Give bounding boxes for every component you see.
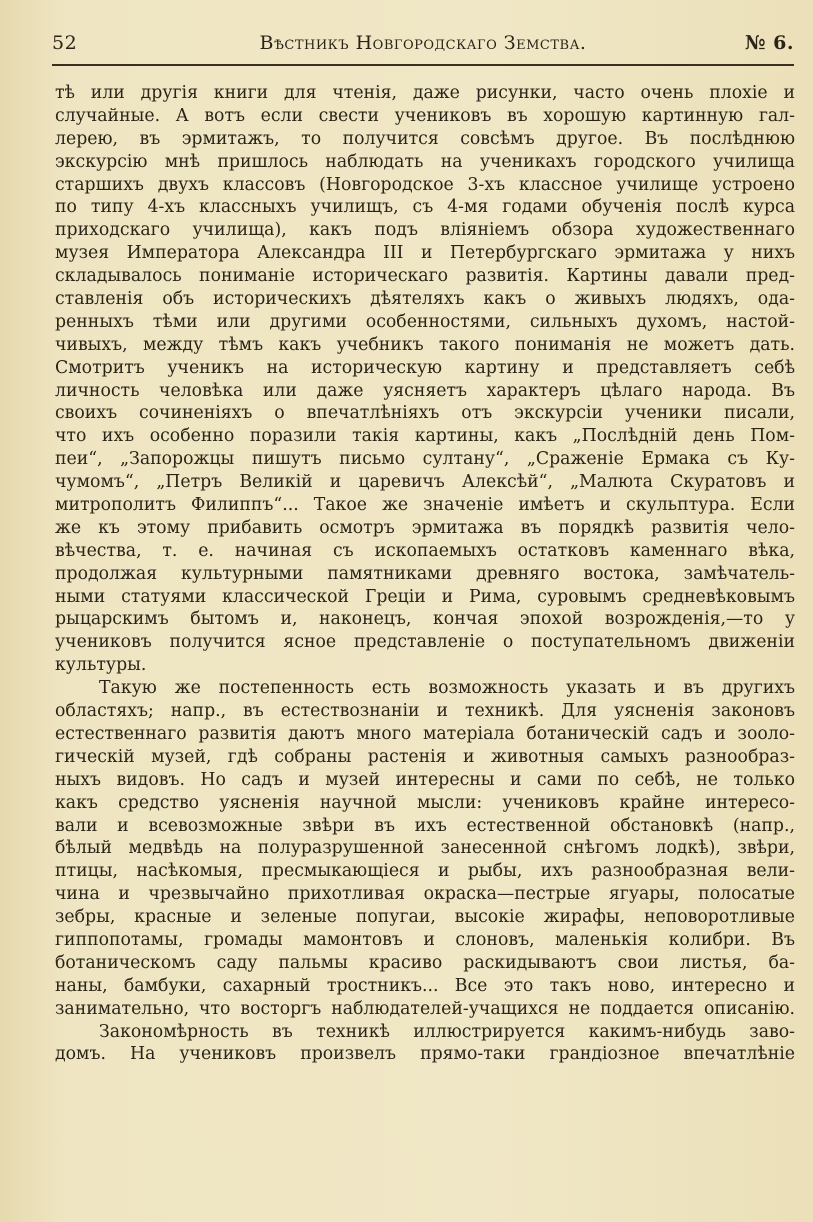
text-line: старшихъ двухъ классовъ (Новгородское 3-хъ классное училище устроено bbox=[55, 174, 795, 195]
text-line: личность человѣка или даже уясняетъ характеръ цѣлаго народа. Въ bbox=[55, 380, 795, 401]
text-line: же къ этому прибавить осмотръ эрмитажа въ порядкѣ развитія чело- bbox=[55, 517, 795, 538]
text-line: экскурсію мнѣ пришлось наблюдать на ученикахъ городского училища bbox=[55, 151, 795, 172]
text-line: вѣчества, т. е. начиная съ ископаемыхъ остатковъ каменнаго вѣка, bbox=[55, 540, 795, 561]
text-line: что ихъ особенно поразили такія картины, какъ „Послѣдній день Пом- bbox=[55, 426, 795, 447]
text-line: случайные. А вотъ если свести учениковъ въ хорошую картинную гал- bbox=[55, 105, 795, 126]
text-line: Такую же постепенность есть возможность указать и въ другихъ bbox=[99, 678, 795, 699]
text-line: гиппопотамы, громады мамонтовъ и слоновъ, маленькія колибри. Въ bbox=[55, 929, 795, 950]
text-line: Смотритъ ученикъ на историческую картину и представляетъ себѣ bbox=[55, 357, 795, 378]
text-line: пеи“, „Запорожцы пишутъ письмо султану“, „Сраженіе Ермака съ Ку- bbox=[55, 449, 795, 470]
text-line: чивыхъ, между тѣмъ какъ учебникъ такого пониманія не можетъ дать. bbox=[55, 334, 795, 355]
text-line: чина и чрезвычайно прихотливая окраска—пестрые ягуары, полосатые bbox=[55, 884, 795, 905]
text-line: занимательно, что восторгъ наблюдателей-учащихся не поддается описанію. bbox=[55, 998, 795, 1019]
text-line: ныхъ видовъ. Но садъ и музей интересны и сами по себѣ, не только bbox=[55, 769, 795, 790]
text-line: областяхъ; напр., въ естествознаніи и техникѣ. Для уясненія законовъ bbox=[55, 701, 795, 722]
text-line: ботаническомъ саду пальмы красиво раскидываютъ свои листья, ба- bbox=[55, 952, 795, 973]
body-text bbox=[55, 82, 795, 1066]
text-line: продолжая культурными памятниками древняго востока, замѣчатель- bbox=[55, 563, 795, 584]
text-line: лерею, въ эрмитажъ, то получится совсѣмъ другое. Въ послѣднюю bbox=[55, 128, 795, 149]
text-line: ными статуями классической Греціи и Рима, суровымъ средневѣковымъ bbox=[55, 586, 795, 607]
page-number: 52 bbox=[52, 32, 78, 54]
issue-number: № 6. bbox=[744, 32, 794, 54]
text-line: домъ. На учениковъ произвелъ прямо-таки грандіозное впечатлѣніе bbox=[55, 1044, 795, 1065]
text-line: естественнаго развитія даютъ много матеріала ботаническій садъ и зооло- bbox=[55, 723, 795, 744]
text-line: своихъ сочиненіяхъ о впечатлѣніяхъ отъ экскурсіи ученики писали, bbox=[55, 403, 795, 424]
text-line: вали и всевозможные звѣри въ ихъ естественной обстановкѣ (напр., bbox=[55, 815, 795, 836]
journal-title: Вѣстникъ Новгородскаго Земства. bbox=[259, 32, 587, 54]
text-line: чумомъ“, „Петръ Великій и царевичъ Алексѣй“, „Малюта Скуратовъ и bbox=[55, 472, 795, 493]
text-line: митрополитъ Филиппъ“... Такое же значеніе имѣетъ и скульптура. Если bbox=[55, 495, 795, 516]
text-line: ставленія объ историческихъ дѣятеляхъ какъ о живыхъ людяхъ, ода- bbox=[55, 289, 795, 310]
text-line: тѣ или другія книги для чтенія, даже рисунки, часто очень плохіе и bbox=[55, 83, 795, 103]
running-header bbox=[52, 30, 794, 66]
text-line: по типу 4-хъ классныхъ училищъ, съ 4-мя годами обученія послѣ курса bbox=[55, 197, 795, 218]
text-line: зебры, красные и зеленые попугаи, высокіе жирафы, неповоротливые bbox=[55, 907, 795, 928]
text-line: какъ средство уясненія научной мысли: учениковъ крайне интересо- bbox=[55, 792, 795, 813]
text-line: бѣлый медвѣдь на полуразрушенной занесенной снѣгомъ лодкѣ), звѣри, bbox=[55, 838, 795, 859]
text-line: приходскаго училища), какъ подъ вліяніемъ обзора художественнаго bbox=[55, 220, 795, 241]
text-line: Закономѣрность въ техникѣ иллюстрируется какимъ-нибудь заво- bbox=[99, 1021, 795, 1042]
text-line: ренныхъ тѣми или другими особенностями, сильныхъ духомъ, настой- bbox=[55, 311, 795, 332]
text-line: наны, бамбуки, сахарный тростникъ... Все это такъ ново, интересно и bbox=[55, 975, 795, 996]
text-line: гическій музей, гдѣ собраны растенія и животныя самыхъ разнообраз- bbox=[55, 746, 795, 767]
text-line: складывалось пониманіе историческаго развитія. Картины давали пред- bbox=[55, 266, 795, 287]
text-line: музея Императора Александра III и Петербургскаго эрмитажа у нихъ bbox=[55, 243, 795, 264]
text-line: учениковъ получится ясное представленіе о поступательномъ движеніи bbox=[55, 632, 795, 653]
text-line: птицы, насѣкомыя, пресмыкающіеся и рыбы, ихъ разнообразная вели- bbox=[55, 861, 795, 882]
text-line: культуры. bbox=[55, 655, 147, 676]
text-line: рыцарскимъ бытомъ и, наконецъ, кончая эпохой возрожденія,—то у bbox=[55, 609, 795, 630]
